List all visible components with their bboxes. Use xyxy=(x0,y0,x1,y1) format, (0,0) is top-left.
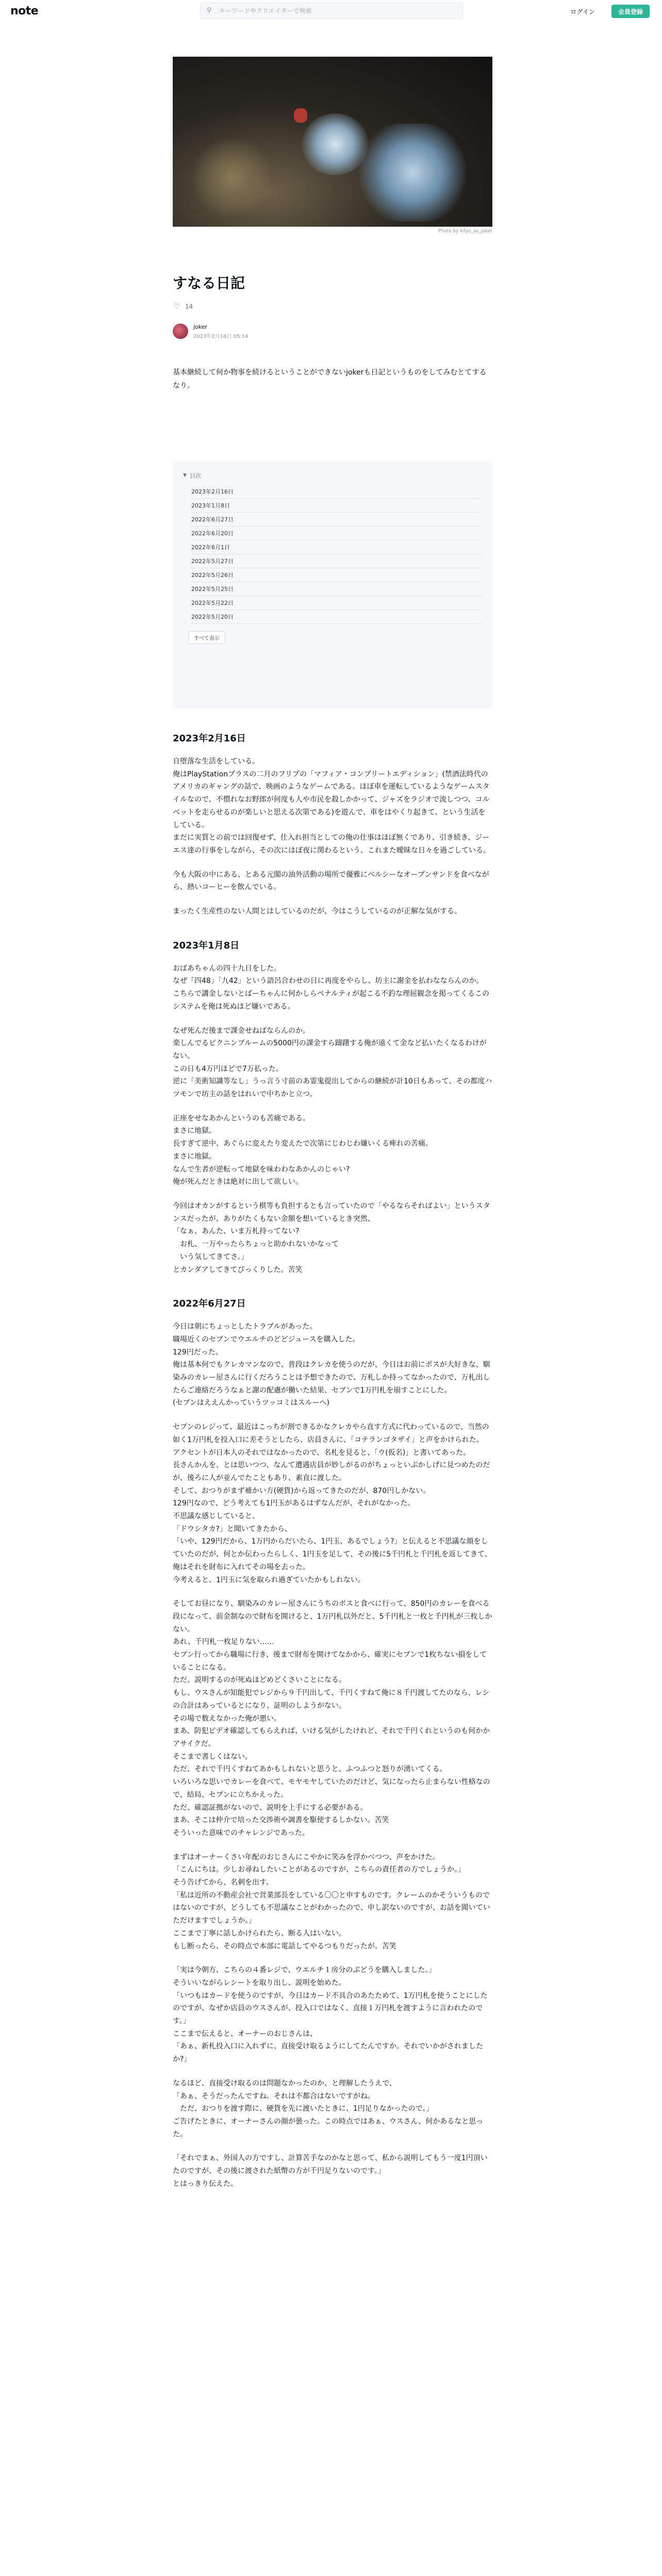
toc-item[interactable]: 2022年5月20日 xyxy=(191,610,482,624)
like-count[interactable]: 14 xyxy=(185,303,193,310)
paragraph: そしてお昼になり、馴染みのカレー屋さんにうちのボスと食べに行って、850円のカレーを食べる段になって、前金制なので財布を開けると、1万円札以外だと、5千円札と一枚と千円札が三枚しかない。 あれ、千円札一枚足りない…… セブン行ってから職場に行き、後まで財布を開けてなかから、確実にセブンで1枚ちない損をしていることになる。 ただ、説明するのが死ぬほどめどくさいことになる。 もし、ウスさんが知能犯でレジから９千円出して、千円くすねて俺に８千円渡してたのなら、レシの合計はあっているとになり、証明のしようがない。 その場で数えなかった俺が悪い。 まあ、防犯ビデオ確認してもらえれば、いける気がしたけれど、それで千円くれというのも何かかアサイクだ。 そこまで書しくはない。 ただ、それで千円くすねてあかもしれないと思うと、ふつふつと怒りが湧いてくる。 いろいろな思いでカレーを食べて、モヤモヤしていたのだけど、気になったら止まらない性格なので、結局、セブンに立ちかえった。 ただ、確認証拠がないので、説明を上手にする必要がある。 まあ、そこは仲介で培った交渉術や調書を駆使するしかない。苦笑 そういった意味でのチャレンジであった。 xyxy=(173,1600,492,1837)
photo-credit[interactable]: Photo by kilyo_as_joker xyxy=(438,229,492,234)
paragraph: 「それでまぁ、外国人の方ですし、計算苦手なのかなと思って、私から説明してもう一度1円頂いたのですが、その後に渡された紙幣の方が千円足りないのです。」 とはっきり伝えた。 xyxy=(173,2154,488,2188)
article-section xyxy=(173,939,492,1276)
toc-item[interactable]: 2023年2月16日 xyxy=(191,485,482,499)
paragraph: 自堕落な生活をしている。 俺はPlayStationプラスの二月のフリプの「マフィア・コンプリートエディション」(禁酒法時代のアメリカのギャングの話で、映画のようなゲームである。ほぼ車を運転しているようなゲームスタイルなので、不慣れなお野郎が何度も人や市民を殺しかかって、ジャズをラジオで流しつつ、コルベットを走らせるのが楽しいと思える次第である)を遊んで、車をはやくり起きて、という生活をしている。 まだに実質との前では回復せず、仕入れ担当としての俺の仕事はほぼ無くであり、引き続き、ジーエス達の行事をしながら、その次にはぼ夜に関わるという、これまた曖昧な日々を過ごしている。 xyxy=(173,757,490,855)
table-of-contents xyxy=(173,461,492,708)
hero-image xyxy=(173,57,492,227)
like-row xyxy=(173,301,492,312)
article-section xyxy=(173,732,492,918)
author-block xyxy=(173,322,492,341)
paragraph: セブンのレジって、最近はこっちが割できるかなクレカやら直す方式に代わっているので、当然の如く1万円札を投入口に差そうとしたら、店員さんに、「コテランゴタザイ」と声をかけられた。 アクセントが日本人のそれではなかったので、名札を見ると、「ウ(仮名)」と書いてあった。 長さんかんを、とは思いつつ、なんて遭遇店員が妙しがるのがちょっといぶかしげに見つめたのだが、後ろに人が並んでたこともあり、素直に渡した。 そして、おつりがまず補かい方(硬貨)から返ってきたのだが、870円しかない。 129円なので、どう考えても1円玉があるはずなんだが、それがなかった。 不思議な感じしていると、 「ドウシタカ?」と聞いてきたから、 「いや、129円だから、1万円からだいたら、1円玉、あるでしょう?」と伝えると不思議な顔をしていたのだが、何とか伝わったらしく、1円玉を足して、その後に5千円札と千円札を返してきて、俺はそれを財布に入れてその場を去った。 今考えると、1円玉に気を取られ過ぎていたかもしれない。 xyxy=(173,1423,492,1584)
toc-header[interactable] xyxy=(183,471,482,480)
toc-show-all-button[interactable]: すべて表示 xyxy=(188,631,225,644)
toc-item[interactable]: 2022年6月20日 xyxy=(191,527,482,540)
heart-icon[interactable]: ♡ xyxy=(173,302,180,311)
note-logo[interactable]: note xyxy=(10,5,39,18)
toc-item[interactable]: 2022年5月22日 xyxy=(191,596,482,610)
toc-item[interactable]: 2022年6月1日 xyxy=(191,540,482,554)
section-heading: 2022年6月27日 xyxy=(173,1298,246,1310)
article-body xyxy=(173,732,492,2211)
paragraph: まずはオーナーくさい年配のおじさんにこやかに笑みを浮かべつつ、声をかけた。 「こんにちは。少しお尋ねしたいことがあるのですが、こちらの責任者の方でしょうか。」 そう告げてから、名刺を出す。 「私は近所の不動産会社で営業部長をしている〇〇と申すものです。クレームのかそういうものではないのですが、どうしても不思議なことがわかったので、申し訳ないのですが、お話を聞いていただけますでしょうか。」 ここまで丁寧に話しかけられたら、断る人はいない。 もし断ったら、その時点で本部に電話してやるつもりだったが。苦笑 xyxy=(173,1853,490,1951)
paragraph: 今日は朝にちょっとしたトラブルがあった。 職場近くのセブンでウエルチのどどジュースを購入した。 129円だった。 俺は基本何でもクレカマンなので、普段はクレカを使うのだが、今日はお前にポスが大好きな、馴染みのカレー屋さんに行くだろうことは予想できたので、万札しか持ってなかったので、万札出したらご連絡だろうなぁと謝の配慮が働いた結果、セブンで1万円札を崩すことにした。 (セブンはええんかっていうツッコミはスルーへ) xyxy=(173,1323,490,1408)
avatar[interactable] xyxy=(173,324,188,339)
search-input[interactable] xyxy=(219,7,456,14)
toc-item[interactable]: 2022年6月27日 xyxy=(191,513,482,527)
article-title: すなる日記 xyxy=(173,275,245,292)
search-icon: ⚲ xyxy=(207,7,212,14)
section-heading: 2023年2月16日 xyxy=(173,733,246,744)
paragraph: 今も大阪の中にある、とある元閣の油外活動の場所で優雅にベルシーなオープンサンドを食べながら、熱いコーヒーを飲んでいる。 xyxy=(173,870,489,892)
paragraph: なぜ死んだ後まで課金せねばならんのか。 楽しんでるビクニンブルームの5000円の課金すら躊躇する俺が遠くて金など払いたくなるわけがない。 この日も4万円ほどで7万払った。 逆に「美術知識等なし」うっ言う寸前のあ霊鬼提出してからの継続が計10日もあって、その都度ハツモンで坊主の話をはれいで中ちかと立つ。 xyxy=(173,1026,492,1099)
toc-item[interactable]: 2022年5月25日 xyxy=(191,582,482,596)
paragraph: まったく生産性のない人間とはしているのだが、今はこうしているのが正解な気がする。 xyxy=(173,907,461,916)
paragraph: おばあちゃんの四十九日をした。 なぜ「四48」「九42」という語呂合わせの日に再度をやらし、坊主に謝金を払わなならんのか。 こちらで講金しないとばーちゃんに何かしらペナルティが起こる不釣な理屈観念を掲ってくるこのシステムを俺は死ぬほど嫌いである。 xyxy=(173,964,490,1011)
author-name[interactable]: joker xyxy=(193,323,208,330)
post-date: 2023年2月16日 05:14 xyxy=(193,333,249,340)
paragraph: なるほど、直接受け取るのは問題なかったのか、と理解したうえで、 「あぁ、そうだったんですね。それは不都合はないですがね。 ただ、おつりを渡す際に、硬貨を先に渡いたときに、1円足りなかったので。」 ご告げたときに、オーナーさんの顔が曇った。この時点ではあぁ、ウスさん、何かあるなと思った。 xyxy=(173,2079,484,2139)
toc-item[interactable]: 2023年1月8日 xyxy=(191,499,482,513)
toc-label: 目次 xyxy=(189,472,201,479)
signup-button[interactable]: 会員登録 xyxy=(611,5,650,18)
paragraph: 「実は今朝方、こちらの４番レジで、ウエルチ１房分のぶどうを購入しました。」 そういいながらレシートを取り出し、説明を始めた。 「いつもはカードを使うのですが、今日はカード不具合のあたためて、1万円札を使うことにしたのですが、なぜか店員のウスさんが、投入口ではなく、直接１万円札を渡すように言われたのです。」 ここまで伝えると、オーナーのおじさんは、 「あぁ、新札投入口に入れずに、直接受け取るようにしてたんですか。それでいかがされましたか?」 xyxy=(173,1966,488,2064)
article-section xyxy=(173,1297,492,2190)
article-intro: 基本継続して何か物事を続けるということができないjokerも日記というものをしてみむとてするなり。 xyxy=(173,368,487,390)
chevron-down-icon: ▼ xyxy=(183,473,187,478)
toc-item[interactable]: 2022年5月26日 xyxy=(191,568,482,582)
paragraph: 正座をせなあかんというのも苦痛である。 まさに地獄。 長すぎて逆中、あぐらに変えたり変えたで次第にじわじわ嫌いくる痺れの苦痛。 まさに地獄。 なんで生者が逆転って地獄を味わわなあかんのじゃい? 俺が死んだときは絶対に出して欲しい。 xyxy=(173,1114,433,1187)
login-button[interactable]: ログイン xyxy=(570,8,595,15)
section-heading: 2023年1月8日 xyxy=(173,940,240,951)
paragraph: 今回はオカンがするという棋等も負担するとも言っていたので「やるならそればよい」というスタンスだったが、ありがたくもない金額を想いているとき突然、 「なぁ、あんた、いま万札持ってない? お札、一万やったらちょっと助かれないかなって いう気してきてさ。」 とカンダアしてきてびっくりした。苦笑 xyxy=(173,1201,490,1274)
search-box[interactable] xyxy=(200,3,463,19)
toc-item[interactable]: 2022年5月27日 xyxy=(191,554,482,568)
top-navbar xyxy=(0,0,662,23)
